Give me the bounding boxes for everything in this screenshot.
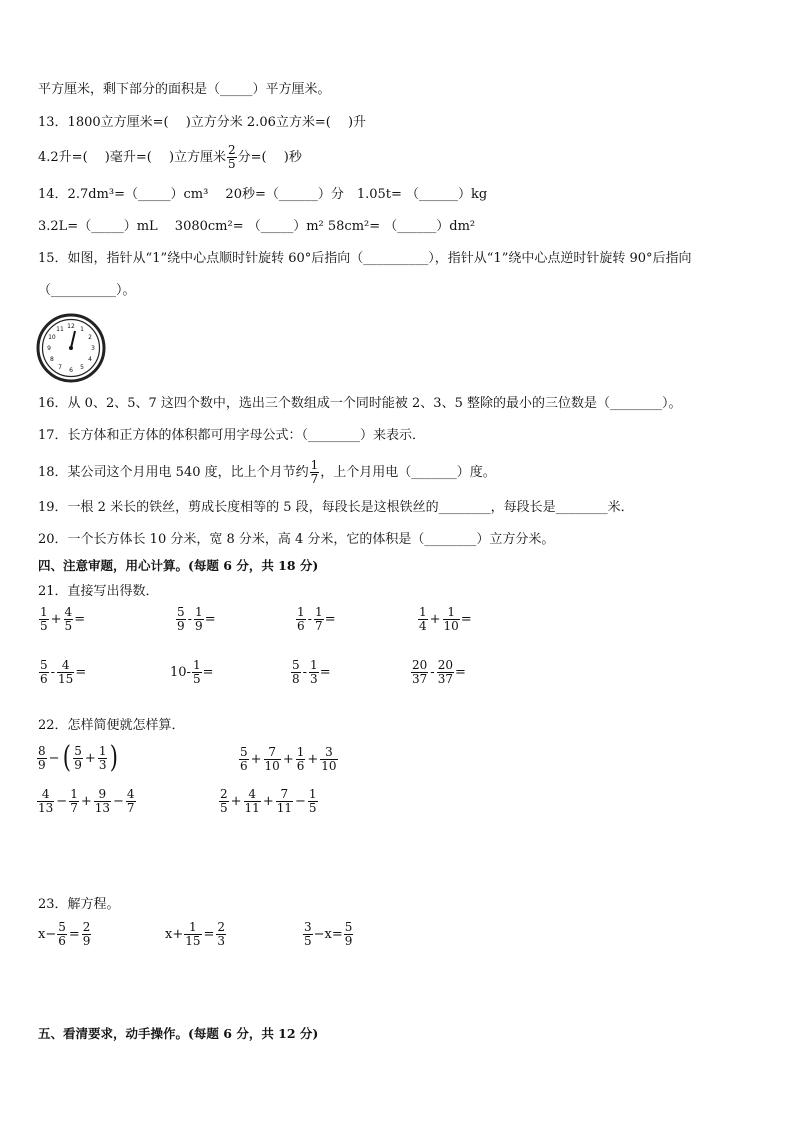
q21-expression: $\frac{5}{8}$ - $\frac{1}{3}$ = [292, 658, 331, 686]
clock-numeral: 8 [49, 356, 54, 363]
section-5-heading: 五、看清要求，动手操作。(每题 6 分，共 12 分) [38, 1026, 319, 1041]
question-15-line2: （__________）。 [38, 283, 136, 298]
q21-expression: $\frac{20}{37}$ - $\frac{20}{37}$ = [412, 658, 466, 686]
q22-expression: $\frac{5}{6}$ + $\frac{7}{10}$ + $\frac{1}{6}$ + $\frac{3}{10}$ [240, 745, 337, 773]
q13-fraction [227, 144, 237, 171]
q13-text-post: 分=( )秒 [237, 150, 302, 165]
clock-numeral: 6 [69, 367, 73, 374]
question-15-line1: 15．如图，指针从“1”绕中心点顺时针旋转 60°后指向（__________），指针从“1”绕中心点逆时针旋转 90°后指向 [38, 251, 692, 266]
question-16: 16．从 0、2、5、7 这四个数中，选出三个数组成一个同时能被 2、3、5 整除的最小的三位数是（________）。 [38, 396, 682, 411]
section-4-heading: 四、注意审题，用心计算。(每题 6 分，共 18 分) [38, 558, 319, 573]
clock-numeral: 7 [58, 364, 62, 372]
q23-equation: x− $\frac{5}{6}$ = $\frac{2}{9}$ [38, 920, 91, 948]
clock-numeral: 4 [88, 356, 93, 363]
clock-image [36, 312, 106, 384]
question-14-line2: 3.2L=（_____）mL 3080cm²= （_____）m² 58cm²= （______）dm² [38, 219, 476, 234]
q22-expression: $\frac{2}{5}$ + $\frac{4}{11}$ + $\frac{7}{11}$ − $\frac{1}{5}$ [220, 787, 317, 815]
q22-expression: $\frac{8}{9}$ − ( $\frac{5}{9}$ + $\frac{1}{3}$ ) [38, 740, 119, 775]
q21-expression: $\frac{5}{6}$ - $\frac{4}{15}$ = [40, 658, 87, 686]
q21-expression: $\frac{1}{4}$ + $\frac{1}{10}$ = [419, 605, 472, 633]
q23-equation: x+ $\frac{1}{15}$ = $\frac{2}{3}$ [165, 920, 226, 948]
question-22: 22．怎样简便就怎样算． [38, 718, 185, 733]
q21-expression: 10- $\frac{1}{5}$ = [170, 658, 214, 686]
q18-text-pre: 18．某公司这个月用电 540 度，比上个月节约 [38, 465, 309, 480]
clock-numeral: 11 [56, 325, 64, 333]
question-19: 19．一根 2 米长的铁丝，剪成长度相等的 5 段，每段长是这根铁丝的________，每段长是________米． [38, 500, 634, 515]
q21-expression: $\frac{1}{5}$ + $\frac{4}{5}$ = [40, 605, 86, 633]
denominator: 5 [228, 157, 236, 171]
q22-expression: $\frac{4}{13}$ − $\frac{1}{7}$ + $\frac{9}{13}$ − $\frac{4}{7}$ [38, 787, 135, 815]
clock-numeral: 3 [91, 345, 95, 352]
question-21: 21．直接写出得数． [38, 584, 159, 599]
question-18 [38, 459, 496, 486]
q18-text-post: ，上个月用电（_______）度。 [320, 465, 496, 480]
numerator: 1 [310, 458, 319, 472]
question-13-line2 [38, 144, 302, 171]
question-14-line1: 14．2.7dm³=（_____）cm³ 20秒=（______）分 1.05t= （______）kg [38, 187, 488, 202]
q23-equation: $\frac{3}{5}$ −x= $\frac{5}{9}$ [304, 920, 353, 948]
question-20: 20．一个长方体长 10 分米，宽 8 分米，高 4 分米，它的体积是（________）立方分米。 [38, 532, 555, 547]
q18-fraction [310, 459, 320, 486]
numerator: 2 [228, 143, 236, 157]
text-line: 平方厘米，剩下部分的面积是（_____）平方厘米。 [38, 82, 331, 97]
question-23: 23．解方程。 [38, 897, 120, 912]
q13-text-pre: 4.2升=( )毫升=( )立方厘米 [38, 150, 227, 165]
q21-expression: $\frac{5}{9}$ - $\frac{1}{9}$ = [177, 605, 216, 633]
q21-expression: $\frac{1}{6}$ - $\frac{1}{7}$ = [297, 605, 336, 633]
question-13-line1: 13．1800立方厘米=( )立方分米 2.06立方米=( )升 [38, 115, 367, 130]
clock-numeral: 10 [48, 334, 56, 341]
clock-numeral: 5 [80, 364, 84, 372]
question-17: 17．长方体和正方体的体积都可用字母公式：（________）来表示． [38, 428, 426, 443]
clock-numeral: 9 [47, 345, 51, 352]
clock-numeral: 1 [80, 325, 84, 333]
clock-numeral: 12 [67, 323, 75, 330]
denominator: 7 [310, 472, 319, 486]
clock-numeral: 2 [88, 334, 93, 341]
